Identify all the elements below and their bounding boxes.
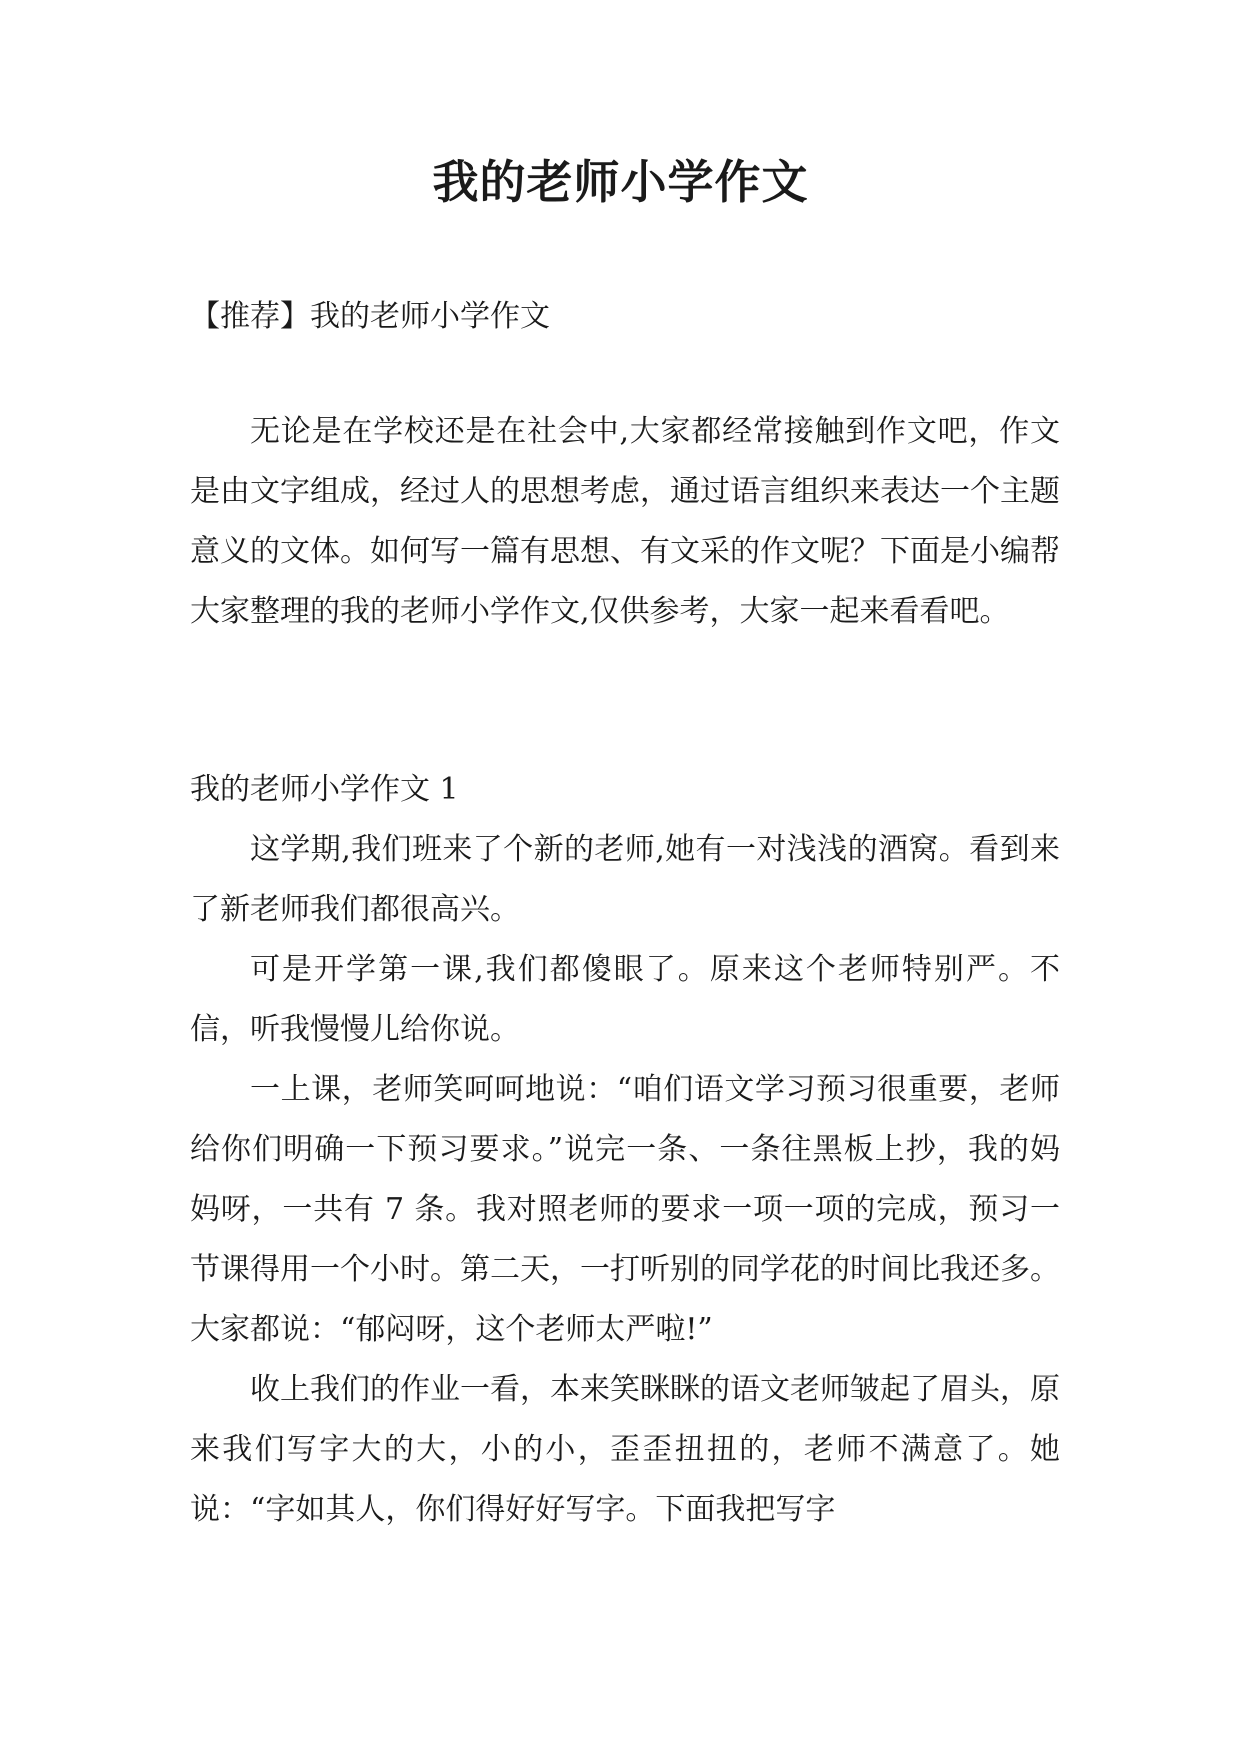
- essay-paragraph: 一上课，老师笑呵呵地说：“咱们语文学习预习很重要，老师给你们明确一下预习要求。”说完一条、一条往黑板上抄，我的妈妈呀，一共有 7 条。我对照老师的要求一项一项的完成，预习一节课得用一个小时。第二天，一打听别的同学花的时间比我还多。大家都说：“郁闷呀，这个老师太严啦!”: [190, 1072, 1060, 1347]
- intro-paragraph: 无论是在学校还是在社会中,大家都经常接触到作文吧，作文是由文字组成，经过人的思想考虑，通过语言组织来表达一个主题意义的文体。如何写一篇有思想、有文采的作文呢？下面是小编帮大家整理的我的老师小学作文,仅供参考，大家一起来看看吧。: [190, 414, 1060, 629]
- essay-paragraph: 收上我们的作业一看，本来笑眯眯的语文老师皱起了眉头，原来我们写字大的大，小的小，歪歪扭扭的，老师不满意了。她说：“字如其人，你们得好好写字。下面我把写字: [190, 1372, 1060, 1527]
- document-title: 我的老师小学作文: [432, 155, 809, 209]
- essay-paragraph: 这学期,我们班来了个新的老师,她有一对浅浅的酒窝。看到来了新老师我们都很高兴。: [190, 832, 1060, 927]
- essay-paragraph: 可是开学第一课,我们都傻眼了。原来这个老师特别严。不信，听我慢慢儿给你说。: [190, 952, 1060, 1047]
- document-subtitle: 【推荐】我的老师小学作文: [190, 299, 550, 334]
- intro-section: [190, 402, 1060, 642]
- essay-heading: 我的老师小学作文 1: [190, 772, 459, 807]
- essay-section: [190, 760, 1060, 1540]
